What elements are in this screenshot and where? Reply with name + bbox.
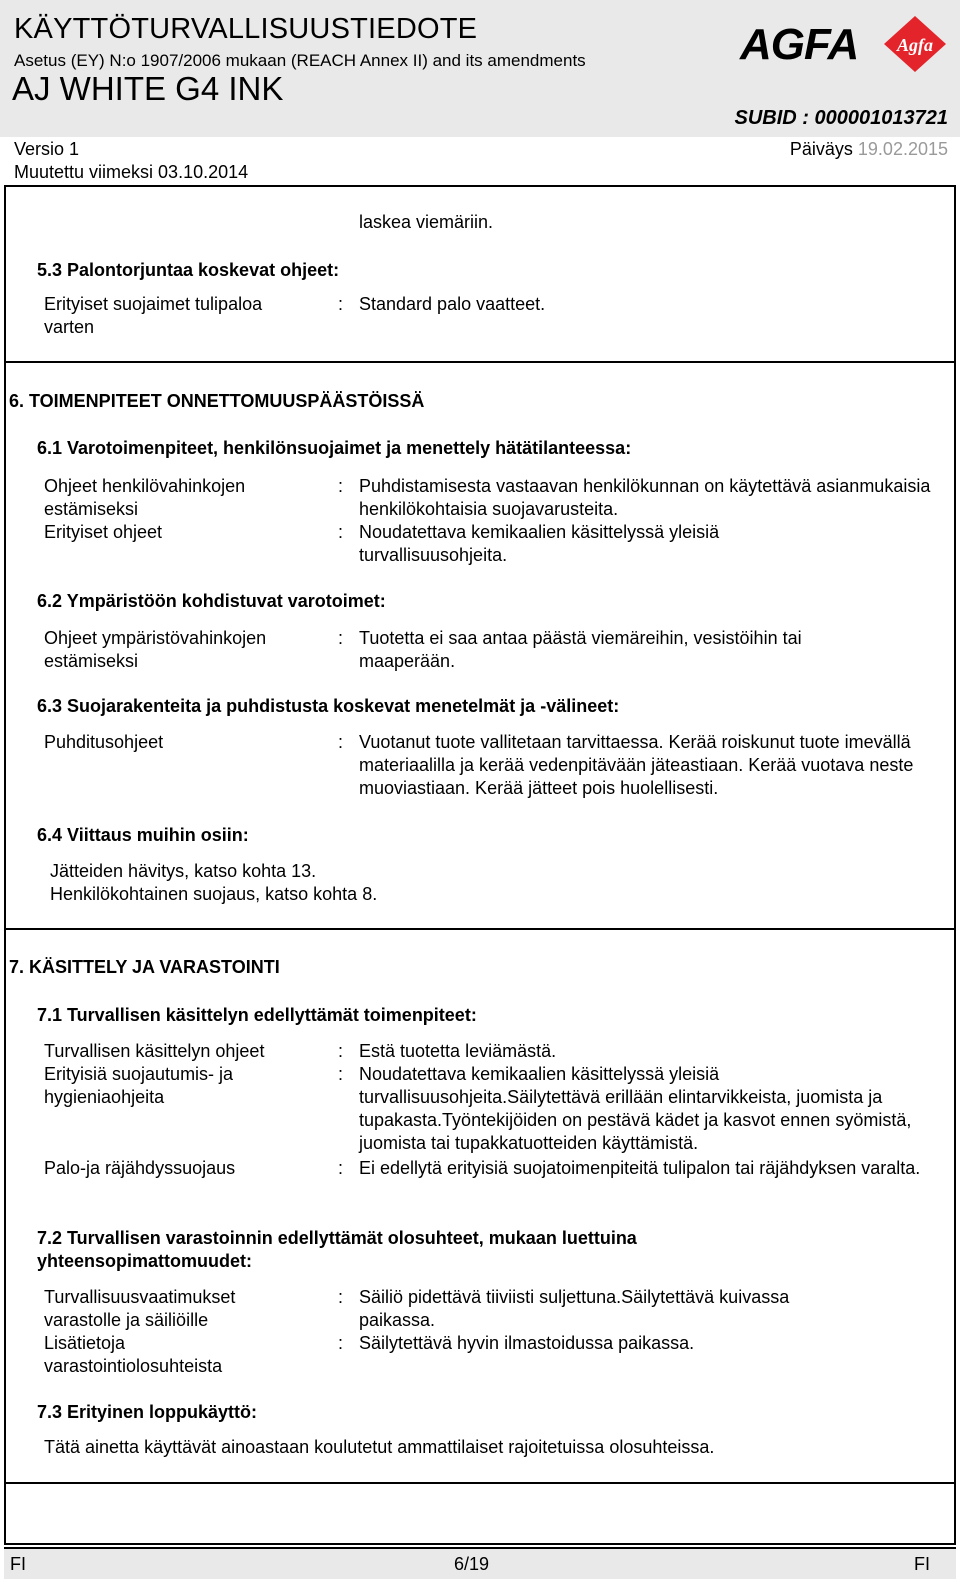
field-label: Turvallisen käsittelyn ohjeet (44, 1041, 265, 1061)
field-label: Ohjeet ympäristövahinkojen estämiseksi (44, 628, 267, 671)
colon: : (338, 732, 344, 752)
document-header (0, 0, 960, 184)
version: Versio 1 (14, 139, 80, 159)
regulation-line: Asetus (EY) N:o 1907/2006 mukaan (REACH Annex II) and its amendments (14, 51, 586, 70)
svg-text:Agfa: Agfa (897, 35, 933, 55)
colon: : (338, 476, 344, 496)
subid: SUBID : 000001013721 (734, 107, 948, 129)
carry-over-text: laskea viemäriin. (359, 212, 494, 232)
heading-number: 6. (37, 591, 53, 611)
colon: : (338, 1064, 344, 1084)
field-value: Noudatettava kemikaalien käsittelyssä yleisiä turvallisuusohjeita.Säilytettävä erillään elintarvikkeista, juomista ja tupakasta.Työntekijöiden on pestävä kädet ja kasvot ennen syömistä, juomista tai tupakkatuotteiden käyttämistä. (359, 1064, 912, 1153)
heading-number: 7. (37, 1228, 53, 1248)
subsection-heading-7-3 (37, 1401, 257, 1424)
section-heading-6: 6. TOIMENPITEET ONNETTOMUUSPÄÄSTÖISSÄ (9, 391, 425, 411)
section-divider (4, 361, 956, 363)
subsection-heading-7-1 (37, 1004, 477, 1027)
field-value: Säilytettävä hyvin ilmastoidussa paikassa. (359, 1333, 695, 1353)
agfa-logo-text: AGFA (740, 20, 859, 69)
colon: : (338, 1158, 344, 1178)
field-label: Erityisiä suojautumis- ja hygieniaohjeita (44, 1064, 234, 1107)
issue-date (790, 139, 948, 160)
field-label: Palo-ja räjähdyssuojaus (44, 1158, 236, 1178)
field-label: Lisätietoja varastointiolosuhteista (44, 1333, 223, 1376)
heading-text: 1 Turvallisen käsittelyn edellyttämät toimenpiteet: (52, 1005, 477, 1025)
section-heading-7: 7. KÄSITTELY JA VARASTOINTI (9, 957, 280, 977)
field-value: Noudatettava kemikaalien käsittelyssä yleisiä turvallisuusohjeita. (359, 522, 720, 565)
field-label: Puhditusohjeet (44, 732, 164, 752)
heading-text: 3 Suojarakenteita ja puhdistusta koskevat menetelmät ja -välineet: (52, 696, 620, 716)
field-label: Turvallisuusvaatimukset varastolle ja säiliöille (44, 1287, 236, 1330)
footer-language-left: FI (10, 1554, 26, 1574)
heading-text: 3 Erityinen loppukäyttö: (52, 1402, 258, 1422)
heading-text: 2 Turvallisen varastoinnin edellyttämät olosuhteet, mukaan luettuina (52, 1228, 637, 1248)
heading-number: 6. (37, 696, 53, 716)
field-value: Estä tuotetta leviämästä. (359, 1041, 557, 1061)
document-title: KÄYTTÖTURVALLISUUSTIEDOTE (14, 13, 478, 45)
colon: : (338, 1287, 344, 1307)
subsection-heading-6-2 (37, 590, 386, 613)
reference-text: Henkilökohtainen suojaus, katso kohta 8. (50, 884, 378, 904)
field-value: Standard palo vaatteet. (359, 294, 546, 314)
field-value: Vuotanut tuote vallitetaan tarvittaessa. Kerää roiskunut tuote imevällä materiaalilla ja kerää vedenpitävään jäteastiaan. Kerää vuotava neste muoviastiaan. Kerää jätteet pois huolellisesti. (359, 732, 914, 798)
field-value: Puhdistamisesta vastaavan henkilökunnan on käytettävä asianmukaisia henkilökohtaisia suojavarusteita. (359, 476, 931, 519)
heading-number: 6. (37, 438, 53, 458)
heading-number: 6. (37, 825, 53, 845)
heading-text: 1 Varotoimenpiteet, henkilönsuojaimet ja menettely hätätilanteessa: (52, 438, 632, 458)
subsection-heading-5-3: 5.3 Palontorjuntaa koskevat ohjeet: (37, 260, 340, 280)
field-value: Säiliö pidettävä tiiviisti suljettuna.Säilytettävä kuivassa paikassa. (359, 1287, 790, 1330)
end-use-text: Tätä ainetta käyttävät ainoastaan koulutetut ammattilaiset rajoitetuissa olosuhteissa. (44, 1437, 715, 1457)
section-divider (4, 1482, 956, 1484)
colon: : (338, 628, 344, 648)
last-modified: Muutettu viimeksi 03.10.2014 (14, 162, 249, 182)
heading-text: 2 Ympäristöön kohdistuvat varotoimet: (52, 591, 386, 611)
colon: : (338, 1333, 344, 1353)
agfa-rhombus-logo-icon (882, 14, 948, 74)
colon: : (338, 1041, 344, 1061)
date-label: Päiväys (789, 139, 853, 159)
field-label: Ohjeet henkilövahinkojen estämiseksi (44, 476, 246, 519)
heading-number: 7. (37, 1005, 53, 1025)
subsection-heading-6-1 (37, 437, 631, 460)
subsection-heading-6-3 (37, 695, 619, 718)
page-footer (4, 1547, 956, 1579)
footer-language-right: FI (914, 1554, 930, 1574)
field-value: Tuotetta ei saa antaa päästä viemäreihin, vesistöihin tai maaperään. (359, 628, 802, 671)
product-name: AJ WHITE G4 INK (12, 70, 284, 107)
field-value: Ei edellytä erityisiä suojatoimenpiteitä tulipalon tai räjähdyksen varalta. (359, 1158, 921, 1178)
section-divider (4, 928, 956, 930)
colon: : (338, 294, 344, 314)
subsection-heading-6-4 (37, 824, 249, 847)
reference-text: Jätteiden hävitys, katso kohta 13. (50, 861, 317, 881)
subsection-heading-7-2-continued: yhteensopimattomuudet: (37, 1251, 253, 1271)
date-value: 19.02.2015 (857, 139, 948, 159)
field-label: Erityiset ohjeet (44, 522, 163, 542)
colon: : (338, 522, 344, 542)
field-label: Erityiset suojaimet tulipaloa varten (44, 294, 263, 337)
page-number: 6/19 (454, 1554, 490, 1574)
heading-number: 7. (37, 1402, 53, 1422)
subsection-heading-7-2 (37, 1227, 637, 1250)
heading-text: 4 Viittaus muihin osiin: (52, 825, 249, 845)
